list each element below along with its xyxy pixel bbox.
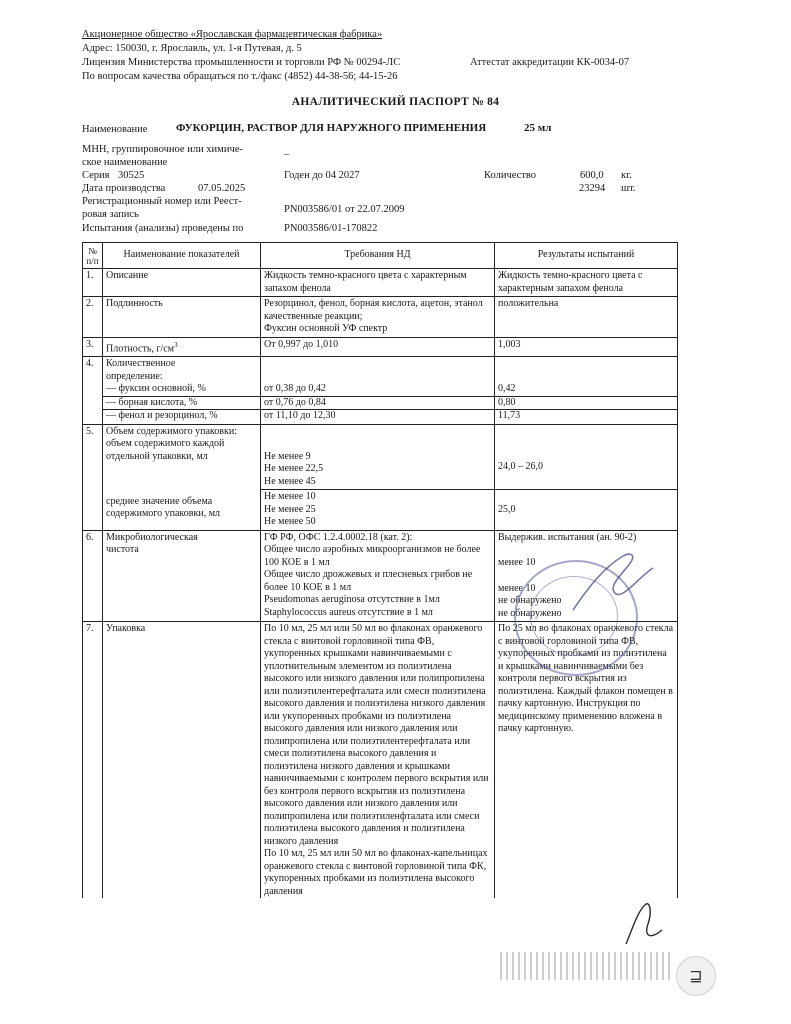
spacer: [261, 358, 494, 383]
quantity-label: Количество: [484, 170, 537, 181]
density-label: Плотность, г/см: [106, 342, 175, 354]
req-line: Не менее 50: [264, 516, 316, 528]
row-requirement: [261, 490, 495, 531]
req-line: Не менее 10: [264, 491, 316, 503]
spacer: [495, 358, 677, 383]
product-name: ФУКОРЦИН, РАСТВОР ДЛЯ НАРУЖНОГО ПРИМЕНЕНИЯ: [176, 122, 487, 134]
row-number: 6.: [83, 530, 103, 622]
accreditation: Аттестат аккредитации КК-0034-07: [470, 57, 630, 68]
sub-name: — фенол и резорцинол, %: [106, 410, 218, 422]
table-row: [83, 424, 678, 490]
inn-label-2: ское наименование: [82, 157, 168, 168]
res-line: менее 10: [498, 557, 536, 569]
sub-name: — фуксин основной, %: [103, 383, 260, 397]
document-title: АНАЛИТИЧЕСКИЙ ПАСПОРТ № 84: [291, 96, 500, 108]
row-requirement: [261, 297, 495, 338]
tests-reference: PN003586/01-170822: [284, 223, 378, 234]
sub-req: от 11,10 до 12,30: [264, 410, 336, 422]
row-name: среднее значение объема содержимого упаковки, мл: [103, 490, 261, 531]
row-result: 1,003: [495, 337, 678, 357]
header-indicator: Наименование показателей: [103, 243, 261, 269]
req-line: Не менее 45: [264, 475, 316, 487]
req-line: Фуксин основной УФ спектр: [264, 323, 388, 334]
table-row: [83, 357, 678, 425]
sub-res: 0,42: [495, 383, 677, 397]
row-requirement: [261, 622, 495, 899]
req-line: ГФ РФ, ОФС 1.2.4.0002.18 (кат. 2):: [264, 531, 413, 543]
company-address: Адрес: 150030, г. Ярославль, ул. 1-я Путевая, д. 5: [82, 43, 302, 54]
row-number: 5.: [83, 424, 103, 530]
table-header-row: [83, 243, 678, 269]
scan-noise: [500, 952, 670, 980]
document-corner-icon: ⊒: [676, 956, 716, 996]
table-row: [83, 337, 678, 357]
row-name: Подлинность: [103, 297, 261, 338]
sub-name: — борная кислота, %: [103, 397, 260, 411]
table-row: [83, 269, 678, 297]
sub-req: от 0,76 до 0,84: [261, 397, 494, 411]
sub-name: объем содержимого каждой отдельной упаковки, мл: [106, 438, 225, 462]
row-name: Описание: [103, 269, 261, 297]
row-requirement: Жидкость темно-красного цвета с характерным запахом фенола: [261, 269, 495, 297]
req-line: По 10 мл, 25 мл или 50 мл во флаконах-капельницах оранжевого стекла с винтовой горловиной типа ФК, укупоренных пробками из полиэтилена высокого давления: [264, 848, 488, 897]
header-number: № п/п: [83, 243, 103, 269]
row-name: Микробиологическая чистота: [103, 530, 261, 622]
req-line: Не менее 25: [264, 503, 316, 515]
signature-initials: [620, 900, 670, 948]
company-name: Акционерное общество «Ярославская фармацевтическая фабрика»: [82, 29, 383, 40]
res-line: не обнаружено: [498, 595, 562, 607]
req-line: Не менее 9: [264, 450, 311, 462]
production-date-label: Дата производства: [82, 183, 166, 194]
name-label: Наименование: [82, 124, 148, 135]
production-date: 07.05.2025: [198, 183, 246, 194]
reg-label-2: ровая запись: [82, 209, 139, 220]
expiry-date: Годен до 04 2027: [284, 170, 360, 181]
row-name: [103, 357, 261, 425]
table-row: [83, 490, 678, 531]
row-result: [495, 424, 678, 490]
inn-value: –: [284, 149, 290, 160]
req-line: Staphylococcus aureus отсутствие в 1 мл: [264, 606, 433, 618]
row-result: [495, 357, 678, 425]
sub-res: 25,0: [498, 503, 516, 515]
reg-label-1: Регистрационный номер или Реест-: [82, 196, 242, 207]
row-name: [103, 337, 261, 357]
header-requirements: Требования НД: [261, 243, 495, 269]
row-result: положительна: [495, 297, 678, 338]
series-value: 30525: [118, 170, 145, 181]
req-line: Pseudomonas aeruginosa отсутствие в 1мл: [264, 594, 440, 606]
row-name: [103, 424, 261, 490]
row-result: По 25 мл во флаконах оранжевого стекла с винтовой горловиной типа ФВ, укупоренных пробками из полиэтилена и крышками навинчиваемыми без контроля первого вскрытия из полиэтилена. Каждый флакон помещен в пачку картонную. Инструкция по медицинскому применению вложена в пачку картонную.: [495, 622, 678, 899]
quantity-pcs: 23294: [579, 183, 606, 194]
row-requirement: [261, 424, 495, 490]
table-row: [83, 297, 678, 338]
row-name: Упаковка: [103, 622, 261, 899]
row-number: 4.: [83, 357, 103, 425]
sub-req: от 0,38 до 0,42: [261, 383, 494, 397]
row-name-main: Количественное определение:: [106, 358, 176, 382]
company-license: Лицензия Министерства промышленности и торговли РФ № 00294-ЛС: [82, 57, 401, 68]
req-line: Общее число аэробных микроорганизмов не более 100 КОЕ в 1 мл: [264, 544, 481, 568]
inn-label-1: МНН, группировочное или химиче-: [82, 144, 243, 155]
row-number: 3.: [83, 337, 103, 357]
reg-number: PN003586/01 от 22.07.2009: [284, 204, 405, 215]
row-name-main: Объем содержимого упаковки:: [106, 425, 237, 437]
quantity-pcs-unit: шт.: [621, 183, 636, 194]
header-results: Результаты испытаний: [495, 243, 678, 269]
row-requirement: [261, 357, 495, 425]
row-number: 2.: [83, 297, 103, 338]
sub-res: 24,0 – 26,0: [498, 461, 543, 473]
signature-mark: [568, 548, 658, 618]
quality-phone: По вопросам качества обращаться по т./факс (4852) 44-38-56; 44-15-26: [82, 71, 398, 82]
req-line: Резорцинол, фенол, борная кислота, ацетон, этанол качественные реакции;: [264, 298, 483, 322]
quantity-kg: 600,0: [580, 170, 604, 181]
series-label: Серия: [82, 170, 110, 181]
row-result: Жидкость темно-красного цвета с характерным запахом фенола: [495, 269, 678, 297]
row-requirement: От 0,997 до 1,010: [261, 337, 495, 357]
row-number: 7.: [83, 622, 103, 899]
res-line: Выдержив. испытания (ан. 90-2): [498, 531, 637, 543]
res-line: не обнаружено: [498, 607, 562, 619]
product-volume: 25 мл: [524, 122, 552, 134]
req-line: Общее число дрожжевых и плесневых грибов не более 10 КОЕ в 1 мл: [264, 569, 473, 593]
req-line: Не менее 22,5: [264, 463, 324, 475]
sub-res: 0,80: [495, 397, 677, 411]
tests-label: Испытания (анализы) проведены по: [82, 223, 244, 234]
res-line: менее 10: [498, 582, 536, 594]
density-unit-sup: 3: [174, 340, 178, 349]
sub-res: 11,73: [498, 410, 521, 422]
row-number: 1.: [83, 269, 103, 297]
quantity-kg-unit: кг.: [621, 170, 632, 181]
req-line: По 10 мл, 25 мл или 50 мл во флаконах оранжевого стекла с винтовой горловиной типа ФВ, укупоренных крышками навинчиваемыми с уплотнительным элементом из полиэтилена высокого или низкого давления или полипропилена или полиэтилентерефталата или смеси полиэтилена высокого давления и полиэтилена низкого давления или укупоренных пробками из полиэтилена высокого давления или низкого давления или полипропилена или полиэтилентерефталата или смеси полиэтилена высокого давления и полиэтилена низкого давления и крышками навинчиваемыми с контролем первого вскрытия или без контроля первого вскрытия из полиэтилена высокого давления или низкого давления или полипропилена или полиэтиленфталата или смеси полиэтилена высокого давления и полиэтилена низкого давления: [264, 623, 489, 847]
row-requirement: [261, 530, 495, 622]
row-result: [495, 490, 678, 531]
